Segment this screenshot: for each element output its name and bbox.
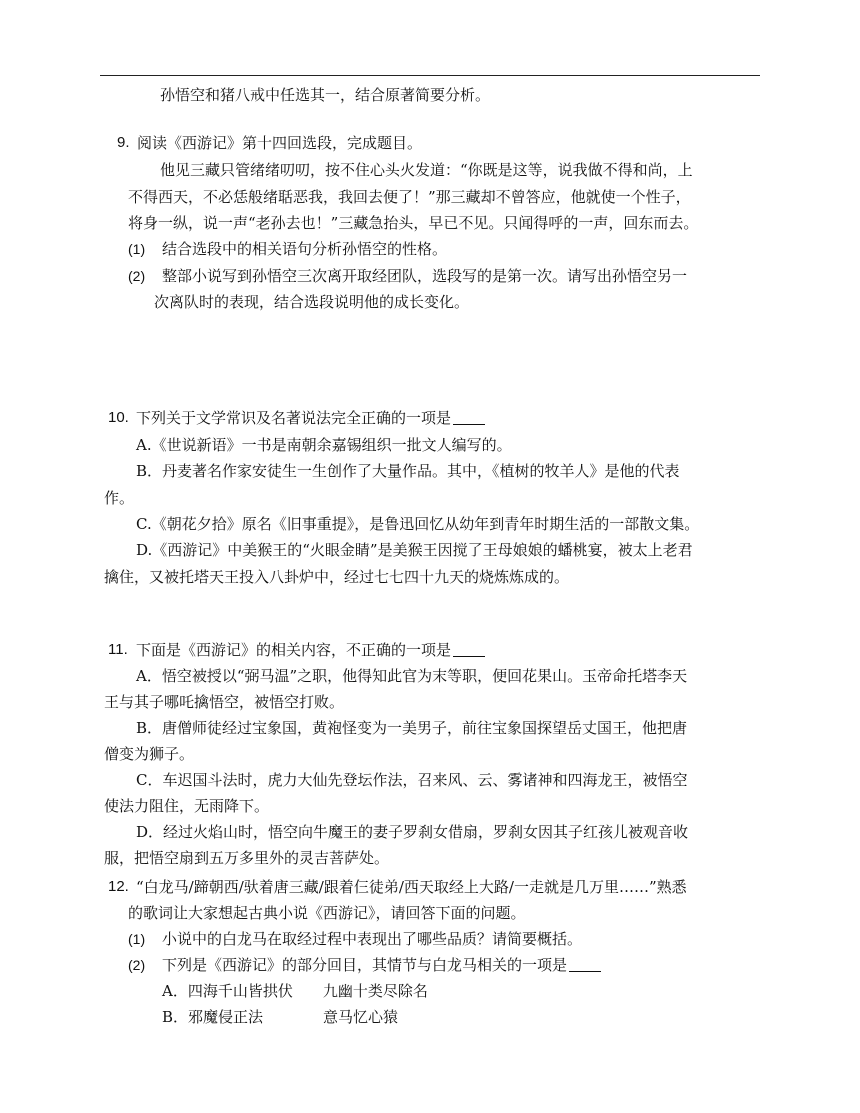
question-11-stem: 下面是《西游记》的相关内容，不正确的一项是 — [136, 640, 485, 660]
answer-blank[interactable] — [569, 957, 601, 972]
option-b: B．邪魔侵正法 意马忆心猿 — [162, 1008, 399, 1026]
option-d: D．经过火焰山时，悟空向牛魔王的妻子罗刹女借扇，罗刹女因其子红孩儿被观音收 — [136, 823, 689, 841]
subquestion-text: 小说中的白龙马在取经过程中表现出了哪些品质？请简要概括。 — [162, 930, 583, 948]
option-b: 僧变为狮子。 — [104, 745, 195, 763]
passage-line: 他见三藏只管绪绪叨叨，按不住心头火发道：“你既是这等，说我做不得和尚，上 — [160, 161, 693, 179]
subquestion-text: 次离队时的表现，结合选段说明他的成长变化。 — [154, 293, 470, 311]
option-d: D.《西游记》中美猴王的“火眼金睛”是美猴王因搅了王母娘娘的蟠桃宴，被太上老君 — [136, 541, 693, 559]
question-12-stem: 的歌词让大家想起古典小说《西游记》，请回答下面的问题。 — [128, 904, 526, 922]
subquestion-text: 下列是《西游记》的部分回目，其情节与白龙马相关的一项是 — [162, 955, 601, 975]
subquestion-number: (2) — [128, 957, 146, 973]
question-10-number: 10. — [108, 409, 129, 426]
option-c: C．车迟国斗法时，虎力大仙先登坛作法，召来风、云、雾诸神和四海龙王，被悟空 — [136, 771, 688, 789]
header-rule — [100, 75, 760, 76]
option-a: A．四海千山皆拱伏 九幽十类尽除名 — [162, 982, 428, 1000]
question-12-stem: “白龙马/蹄朝西/驮着唐三藏/跟着仨徒弟/西天取经上大路/一走就是几万里……”熟悉 — [136, 878, 687, 896]
option-b: B．唐僧师徒经过宝象国，黄袍怪变为一美男子，前往宝象国探望岳丈国王，他把唐 — [136, 719, 688, 737]
continuation-text: 孙悟空和猪八戒中任选其一，结合原著简要分析。 — [160, 86, 491, 104]
option-c: 使法力阻住，无雨降下。 — [104, 797, 270, 815]
option-b: 作。 — [104, 489, 135, 507]
question-12-number: 12. — [108, 878, 129, 895]
question-9-stem: 阅读《西游记》第十四回选段，完成题目。 — [137, 134, 423, 152]
subquestion-number: (1) — [128, 241, 146, 257]
question-11-number: 11. — [108, 641, 128, 658]
option-a: 王与其子哪吒擒悟空，被悟空打败。 — [104, 693, 345, 711]
passage-line: 将身一纵，说一声“老孙去也！”三藏急抬头，早已不见。只闻得呼的一声，回东而去。 — [128, 214, 699, 232]
option-d: 服，把悟空扇到五万多里外的灵吉菩萨处。 — [104, 849, 390, 867]
question-9-number: 9. — [117, 134, 130, 151]
passage-line: 不得西天，不必恁般绪聒恶我，我回去便了！”那三藏却不曾答应，他就使一个性子， — [128, 188, 691, 206]
subquestion-number: (2) — [128, 268, 146, 284]
answer-blank[interactable] — [453, 410, 485, 425]
option-b: B．丹麦著名作家安徒生一生创作了大量作品。其中，《植树的牧羊人》是他的代表 — [136, 462, 680, 480]
option-a: A.《世说新语》一书是南朝余嘉锡组织一批文人编写的。 — [136, 436, 512, 454]
subquestion-number: (1) — [128, 931, 146, 947]
option-c: C.《朝花夕拾》原名《旧事重提》，是鲁迅回忆从幼年到青年时期生活的一部散文集。 — [136, 515, 700, 533]
subquestion-text: 整部小说写到孙悟空三次离开取经团队，选段写的是第一次。请写出孙悟空另一 — [162, 267, 688, 285]
option-a: A．悟空被授以“弼马温”之职，他得知此官为末等职，便回花果山。玉帝命托塔李天 — [136, 667, 688, 685]
option-d: 擒住，又被托塔天王投入八卦炉中，经过七七四十九天的烧炼炼成的。 — [104, 568, 570, 586]
question-10-stem: 下列关于文学常识及名著说法完全正确的一项是 — [136, 408, 485, 428]
subquestion-text: 结合选段中的相关语句分析孙悟空的性格。 — [162, 240, 448, 258]
answer-blank[interactable] — [453, 642, 485, 657]
